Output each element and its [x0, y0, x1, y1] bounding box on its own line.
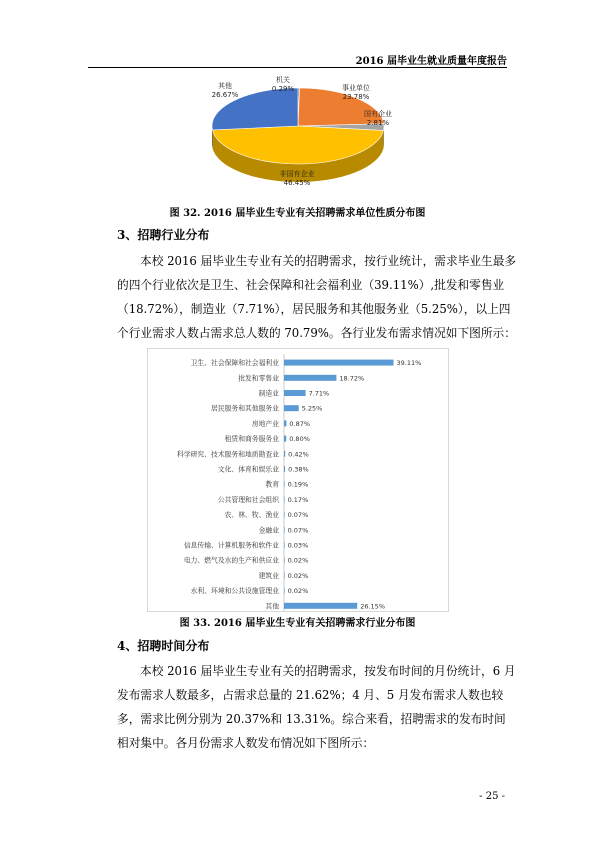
bar [284, 405, 299, 411]
pie-category-label: 其他 [218, 82, 232, 90]
pie-category-label: 非国有企业 [279, 170, 315, 178]
bar-category-label: 金融业 [258, 526, 279, 535]
section-4-heading: 4、招聘时间分布 [117, 639, 210, 653]
figure-32-caption: 图 32. 2016 届毕业生专业有关招聘需求单位性质分布图 [169, 208, 426, 219]
bar [284, 466, 285, 472]
bar-category-label: 信息传输、计算机服务和软件业 [183, 541, 279, 550]
bar-value-label: 0.02% [287, 556, 309, 565]
bar [284, 557, 285, 563]
bar-value-label: 39.11% [396, 359, 422, 368]
bar-category-label: 农、林、牧、渔业 [224, 511, 279, 520]
bar-category-label: 居民服务和其他服务业 [211, 404, 279, 413]
bar-category-label: 建筑业 [258, 571, 279, 580]
bar-category-label: 电力、燃气及水的生产和供应业 [183, 556, 279, 565]
header-title: 2016 届毕业生就业质量年度报告 [355, 56, 507, 67]
bar-value-label: 18.72% [339, 374, 365, 383]
bar [284, 527, 285, 533]
bar-category-label: 租赁和商务服务业 [224, 435, 279, 444]
page-number: - 25 - [479, 791, 505, 802]
bar-value-label: 0.19% [287, 480, 309, 489]
bar-value-label: 26.15% [360, 602, 386, 611]
pie-value-label: 23.78% [342, 93, 370, 101]
bar-value-label: 0.87% [289, 419, 311, 428]
bar-value-label: 0.42% [288, 450, 309, 459]
bar [284, 360, 394, 366]
bar-category-label: 教育 [265, 480, 279, 489]
bar-category-label: 水利、环境和公共设施管理业 [190, 587, 279, 596]
bar [284, 375, 336, 381]
figure-33-caption: 图 33. 2016 届毕业生专业有关招聘需求行业分布图 [179, 618, 416, 629]
bar-value-label: 0.07% [287, 526, 309, 535]
pie-value-label: 26.67% [211, 91, 239, 99]
bar [284, 572, 285, 578]
section-4-paragraph: 本校 2016 届毕业生专业有关的招聘需求，按发布时间的月份统计，6 月发布需求人数最多，占需求总量的 21.62%；4 月、5 月发布需求人数也较多，需求比例分别为 20.37%和 13.31%。综合来看，招聘需求的发布时间相对集中。各月份需求人数发布情况如下图所示： [117, 664, 516, 750]
bar-value-label: 0.02% [287, 587, 309, 596]
pie-category-label: 国有企业 [364, 110, 392, 118]
pie-category-label: 事业单位 [342, 84, 370, 92]
bar-category-label: 公共管理和社会组织 [217, 495, 279, 504]
bar [284, 588, 285, 594]
bar-value-label: 0.17% [287, 495, 309, 504]
bar-category-label: 其他 [265, 602, 279, 611]
section-3-paragraph: 本校 2016 届毕业生专业有关的招聘需求，按行业统计，需求毕业生最多的四个行业依次是卫生、社会保障和社会福利业（39.11%）,批发和零售业（18.72%），制造业（7.71%），居民服务和其他服务业（5.25%），以上四个行业需求人数占需求总人数的 70.79%。各行业发布需求情况如下图所示： [117, 254, 517, 340]
pie-value-label: 0.29% [271, 85, 295, 93]
section-3-heading: 3、招聘行业分布 [117, 228, 210, 242]
bar [284, 496, 285, 502]
bar-category-label: 科学研究、技术服务和地质勘查业 [177, 450, 279, 459]
header-divider [88, 67, 507, 68]
bar [284, 603, 357, 609]
pie-category-label: 机关 [276, 76, 290, 84]
bar-value-label: 7.71% [308, 389, 330, 398]
bar-value-label: 0.80% [289, 435, 310, 444]
bar-chart-industry [147, 348, 449, 612]
bar-category-label: 卫生、社会保障和社会福利业 [190, 359, 279, 368]
bar-category-label: 制造业 [258, 389, 279, 398]
bar [284, 542, 285, 548]
pie-value-label: 2.81% [366, 119, 390, 127]
bar [284, 420, 286, 426]
bar-value-label: 0.02% [287, 571, 309, 580]
bar-value-label: 0.03% [287, 541, 309, 550]
bar [284, 436, 286, 442]
bar-category-label: 批发和零售业 [238, 374, 279, 383]
pie-value-label: 46.45% [283, 179, 311, 187]
bar [284, 390, 306, 396]
bar-value-label: 5.25% [301, 404, 323, 413]
bar-value-label: 0.07% [287, 511, 309, 520]
bar [284, 481, 285, 487]
bar [284, 451, 285, 457]
bar-category-label: 房地产业 [251, 419, 279, 428]
bar-category-label: 文化、体育和娱乐业 [217, 465, 279, 474]
bar-value-label: 0.38% [288, 465, 309, 474]
pie-chart-unit-type [163, 72, 433, 200]
bar [284, 512, 285, 518]
